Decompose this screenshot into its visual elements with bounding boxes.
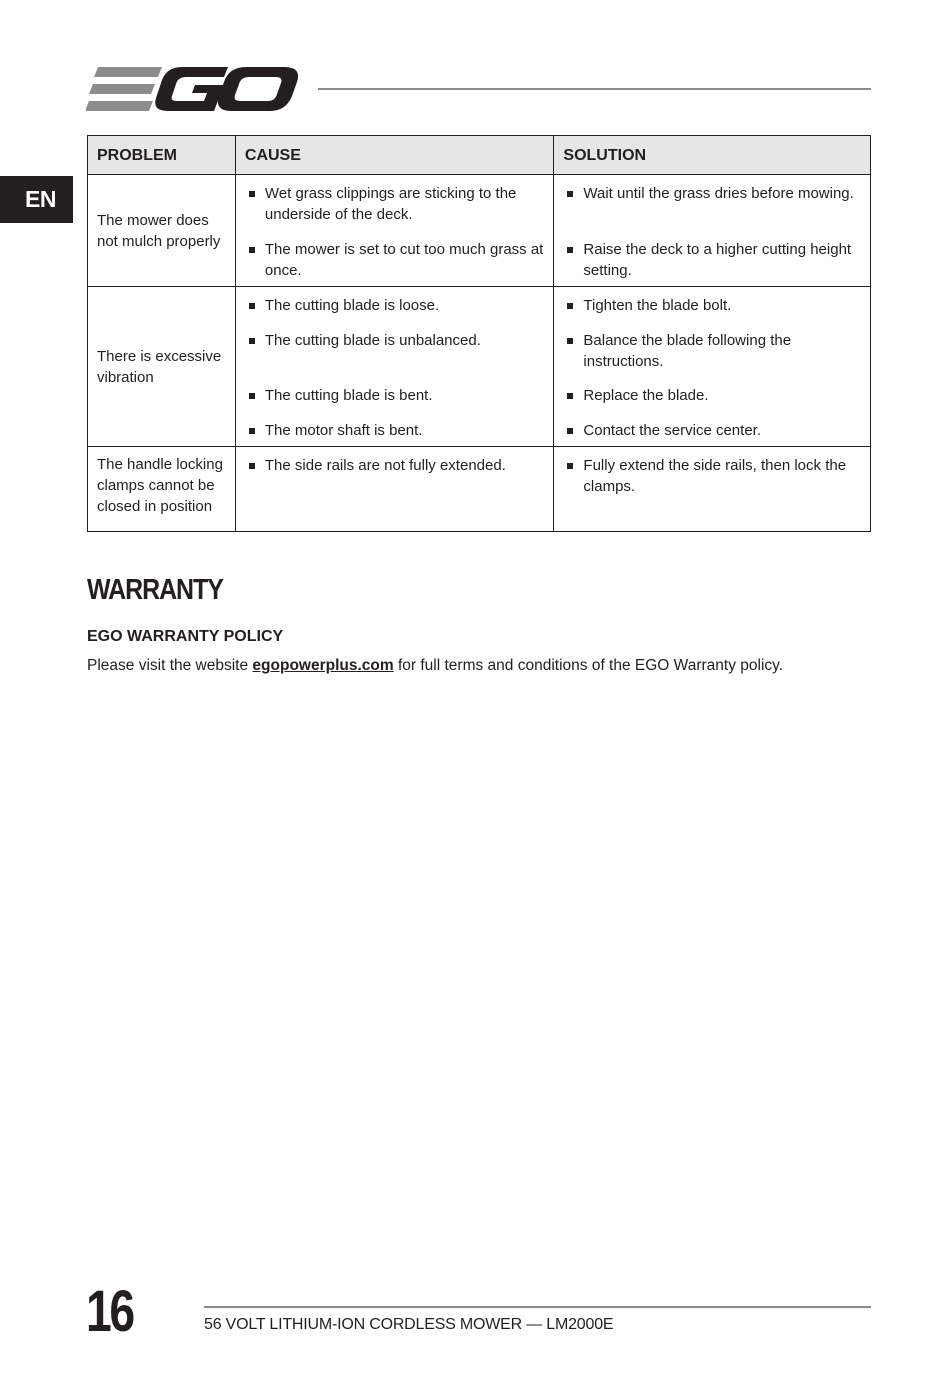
header-problem: PROBLEM [88, 136, 236, 175]
solution-item: Tighten the blade bolt. [565, 295, 862, 316]
table-row [88, 175, 871, 287]
page-number: 16 [86, 1279, 133, 1344]
problem-cell: The mower does not mulch properly [88, 175, 236, 287]
problem-cell: The handle locking clamps cannot be closed in position [88, 447, 236, 532]
table-row [88, 287, 871, 447]
cause-item: The mower is set to cut too much grass at once. [247, 239, 546, 281]
solution-item: Balance the blade following the instructions. [565, 330, 862, 372]
warranty-website-link[interactable]: egopowerplus.com [252, 657, 394, 674]
solution-cell [554, 447, 871, 532]
header-solution: SOLUTION [554, 136, 871, 175]
ego-logo [86, 64, 300, 114]
cause-item: The cutting blade is loose. [247, 295, 546, 316]
cause-item: Wet grass clippings are sticking to the underside of the deck. [247, 183, 546, 225]
problem-cell: There is excessive vibration [88, 287, 236, 447]
language-tab: EN [0, 176, 73, 223]
solution-item: Raise the deck to a higher cutting height setting. [565, 239, 862, 281]
policy-text-after: for full terms and conditions of the EGO Warranty policy. [393, 657, 784, 674]
solution-cell [554, 175, 871, 287]
solution-item: Contact the service center. [565, 420, 862, 441]
warranty-title: WARRANTY [87, 574, 223, 606]
header-cause: CAUSE [235, 136, 554, 175]
policy-text-before: Please visit the website [87, 657, 253, 674]
footer-rule [204, 1306, 871, 1308]
cause-item: The cutting blade is bent. [247, 385, 546, 406]
warranty-policy-heading: EGO WARRANTY POLICY [87, 628, 284, 645]
cause-cell [235, 447, 554, 532]
cause-item: The cutting blade is unbalanced. [247, 330, 546, 351]
cause-cell [235, 287, 554, 447]
cause-item: The side rails are not fully extended. [247, 455, 546, 476]
solution-cell [554, 287, 871, 447]
cause-item: The motor shaft is bent. [247, 420, 546, 441]
solution-item: Fully extend the side rails, then lock the clamps. [565, 455, 862, 497]
solution-item: Wait until the grass dries before mowing. [565, 183, 862, 204]
header-rule [318, 88, 871, 90]
troubleshooting-table [87, 135, 871, 532]
table-row [88, 447, 871, 532]
table-header-row [88, 136, 871, 175]
solution-item: Replace the blade. [565, 385, 862, 406]
cause-cell [235, 175, 554, 287]
footer-product-line: 56 VOLT LITHIUM-ION CORDLESS MOWER — LM2000E [204, 1316, 614, 1333]
warranty-policy-text [87, 657, 783, 675]
